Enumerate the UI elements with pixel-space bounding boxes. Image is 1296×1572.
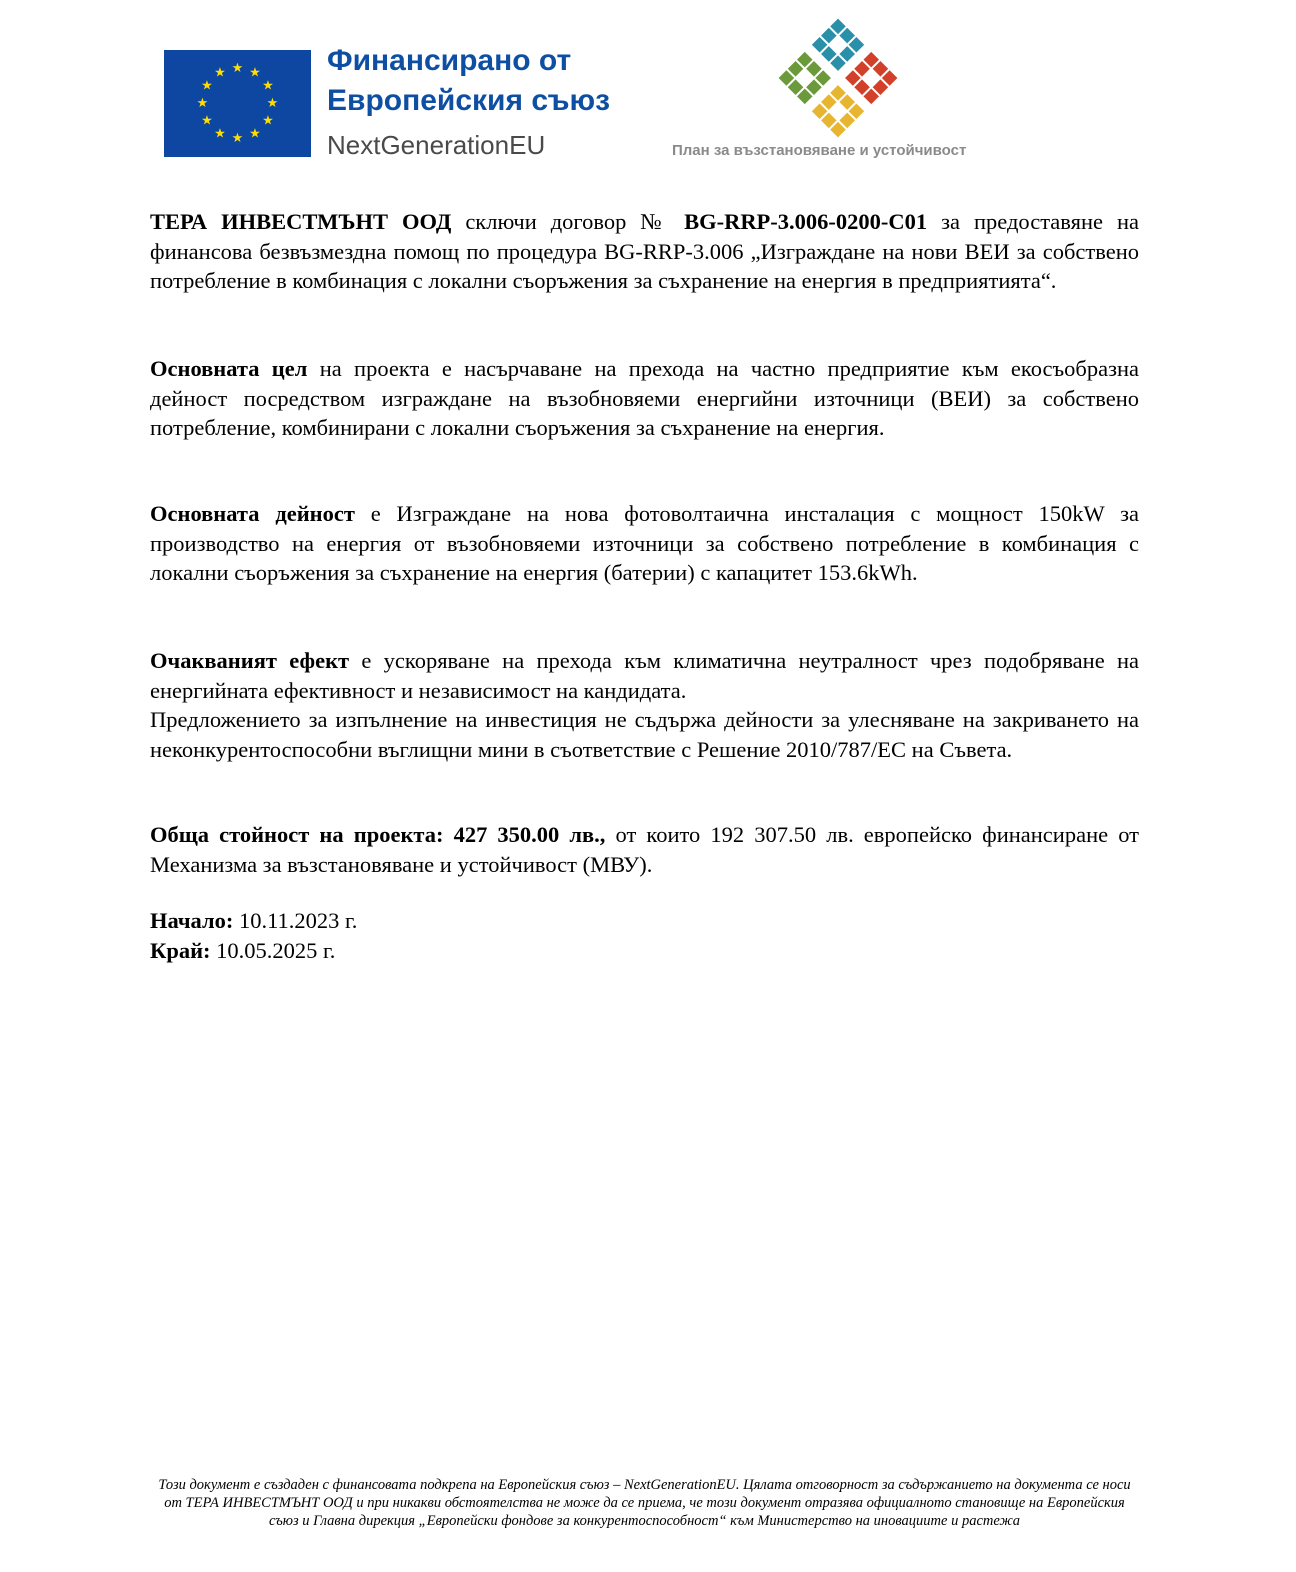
total-value-label: Обща стойност на проекта: 427 350.00 лв., — [150, 822, 606, 847]
svg-text:★: ★ — [231, 61, 244, 76]
svg-text:★: ★ — [249, 65, 261, 81]
total-value-paragraph: Обща стойност на проекта: 427 350.00 лв., от които 192 307.50 лв. европейско финансиране от Механизма за възстановяване и устойчивост (МВУ). — [150, 822, 1139, 877]
svg-text:★: ★ — [262, 113, 274, 129]
contract-paragraph: ТЕРА ИНВЕСТМЪНТ ООД сключи договор № BG-RRP-3.006-0200-C01 за предоставяне на финансова безвъзмездна помощ по процедура BG-RRP-3.006 „Изграждане на нови ВЕИ за собствено потребление в комбинация с локални съоръжения за съхранение на енергия в предприятията“. — [150, 209, 1139, 293]
svg-text:★: ★ — [249, 126, 261, 142]
main-activity-paragraph: Основната дейност е Изграждане на нова фотоволтаична инсталация с мощност 150kW за производство на енергия от възобновяеми източници за собствено потребление в комбинация с локални съоръжения за съхранение на енергия (батерии) с капацитет 153.6kWh. — [150, 501, 1140, 585]
svg-text:★: ★ — [201, 78, 213, 94]
svg-text:★: ★ — [196, 96, 209, 111]
eu-funding-line3: NextGenerationEU — [327, 130, 546, 160]
svg-text:★: ★ — [266, 96, 279, 111]
eu-funding-line2: Европейския съюз — [327, 84, 611, 117]
main-goal-paragraph: Основната цел на проекта е насърчаване на прехода на частно предприятие към екосъобразна дейност посредством изграждане на възобновяеми енергийни източници (ВЕИ) за собствено потребление, комбинирани с локални съоръжения за съхранение на енергия. — [150, 356, 1139, 440]
company-name: ТЕРА ИНВЕСТМЪНТ ООД — [150, 209, 452, 234]
svg-text:★: ★ — [214, 126, 226, 142]
start-date: Начало: 10.11.2023 г. — [150, 908, 358, 933]
coal-mines-statement: Предложението за изпълнение на инвестиция не съдържа дейности за улесняване на закриването на неконкурентоспособни въглищни мини в съответствие с Решение 2010/787/ЕС на Съвета. — [150, 707, 1139, 762]
expected-effect-label: Очакваният ефект — [150, 648, 350, 673]
eu-funding-line1: Финансирано от — [327, 44, 572, 77]
expected-effect-paragraph: Очакваният ефект е ускоряване на прехода към климатична неутралност чрез подобряване на енергийната ефективност и независимост на кандидата. Предложението за изпълнение на инвестиция не съдържа дейности за улесняване на закриването на неконкурентоспособни въглищни мини в съответствие с Решение 2010/787/ЕС на Съвета. — [150, 646, 1139, 764]
end-date: Край: 10.05.2025 г. — [150, 937, 336, 963]
svg-text:★: ★ — [201, 113, 213, 129]
footer-disclaimer: Този документ е създаден с финансовата подкрепа на Европейския съюз – NextGenerationEU. Цялата отговорност за съдържанието на документа се носи от ТЕРА ИНВЕСТМЪНТ ООД и при никакви обстоятелства не може да се приема, че този документ отразява официалното становище на Европейския съюз и Главна дирекция „Европейски фондове за конкурентоспособност“ към Министерство на иновациите и растежа — [158, 1477, 1131, 1529]
main-activity-label: Основната дейност — [150, 501, 355, 526]
main-goal-label: Основната цел — [150, 356, 308, 381]
svg-text:★: ★ — [231, 131, 244, 146]
eu-flag-logo — [164, 50, 311, 157]
svg-text:★: ★ — [262, 78, 274, 94]
contract-number: BG-RRP-3.006-0200-C01 — [684, 209, 928, 234]
recovery-plan-logo — [772, 12, 904, 144]
project-dates — [150, 906, 1139, 965]
svg-text:★: ★ — [214, 65, 226, 81]
recovery-plan-caption: План за възстановяване и устойчивост — [672, 142, 967, 159]
